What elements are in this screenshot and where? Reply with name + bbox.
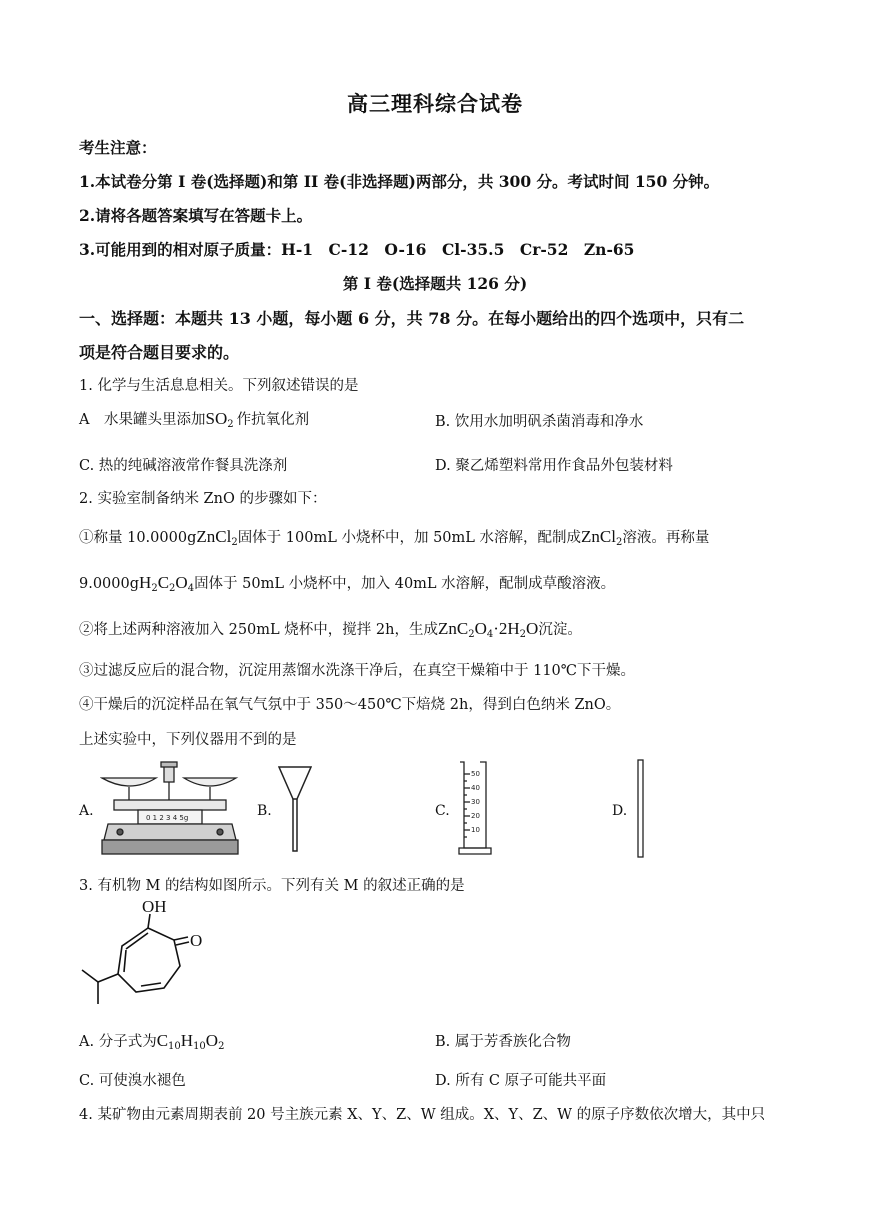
q2-step-1-cont [79,572,615,593]
q2-step-1-cont-a: 9.0000g [79,576,140,592]
q1-stem: 1. 化学与生活息息相关。下列叙述错误的是 [79,378,359,394]
cylinder-tick-30: 30 [471,798,480,806]
q2-step-1-cont-b: 固体于 50mL 小烧杯中，加入 40mL 水溶解，配制成草酸溶液。 [194,576,616,592]
q2-step-1-formula-2-sub: 2 [615,537,623,548]
q2-stem: 2. 实验室制备纳米 ZnO 的步骤如下： [79,491,327,507]
cylinder-tick-40: 40 [471,784,480,792]
q2-oxalic-h-sub: 2 [151,583,158,594]
q2-step-2-b: 沉淀。 [538,622,582,638]
q2-oxalic-c-sub: 2 [169,583,176,594]
q3-formula-h: H [180,1031,194,1050]
balance-scale-label: 0 1 2 3 4 5g [146,814,189,822]
q3-option-a [79,1030,224,1051]
q2-precip-4: O [526,619,539,638]
q2-precip-2: O [474,619,487,638]
q2-oxalic-o: O [175,573,188,592]
q2-label-c: C. [435,803,450,819]
q2-step-1 [79,526,709,547]
q3-formula-c-sub: 10 [168,1041,181,1052]
q2-step-1-formula-1: ZnCl [196,527,232,546]
q2-label-b: B. [257,803,272,819]
balance-image [100,760,240,860]
q1-option-a-formula: SO [205,409,228,428]
q1-option-c: C. 热的纯碱溶液常作餐具洗涤剂 [79,458,288,474]
q4-stem: 4. 某矿物由元素周期表前 20 号主族元素 X、Y、Z、W 组成。X、Y、Z、W 的原子序数依次增大，其中只 [79,1107,766,1123]
q2-step-2-a: ②将上述两种溶液加入 250mL 烧杯中，搅拌 2h，生成 [79,622,438,638]
q2-ask: 上述实验中，下列仪器用不到的是 [79,732,297,748]
q2-precip-3: ·2H [493,619,520,638]
graduated-cylinder-image [456,758,496,858]
q2-precip-2-sub: 4 [486,629,494,640]
q1-option-a-prefix: A 水果罐头里添加 [79,412,206,428]
q2-step-3: ③过滤反应后的混合物，沉淀用蒸馏水洗涤干净后，在真空干燥箱中于 110℃下干燥。 [79,663,636,679]
q3-formula-h-sub: 10 [193,1041,206,1052]
q2-precip-1-sub: 2 [468,629,475,640]
q2-precip-1: ZnC [437,619,469,638]
q2-oxalic-o-sub: 4 [187,583,195,594]
q2-label-d: D. [612,803,628,819]
glass-rod-image [634,758,648,860]
q1-option-d: D. 聚乙烯塑料常用作食品外包装材料 [435,458,673,474]
q1-option-a-suffix: 作抗氧化剂 [236,412,310,428]
exam-title: 高三理科综合试卷 [347,91,523,116]
q3-stem: 3. 有机物 M 的结构如图所示。下列有关 M 的叙述正确的是 [79,878,465,894]
q2-oxalic-h: H [139,573,152,592]
notice-heading: 考生注意： [79,138,157,157]
part-heading-line-2: 项是符合题目要求的。 [79,343,240,362]
funnel-image [278,765,312,855]
q3-option-d: D. 所有 C 原子可能共平面 [435,1073,607,1089]
q2-step-1-formula-1-sub: 2 [231,537,238,548]
q2-oxalic-c: C [157,573,170,592]
q3-option-a-prefix: A. 分子式为 [79,1034,157,1050]
q2-step-1-c: 溶液。再称量 [622,530,710,546]
section-title: 第 I 卷(选择题共 126 分) [342,274,528,293]
q3-formula-o: O [205,1031,219,1050]
q1-option-b: B. 饮用水加明矾杀菌消毒和净水 [435,414,644,430]
carbonyl-o-label: O [190,931,203,950]
q2-step-2 [79,618,582,639]
q1-option-a [79,408,309,429]
q2-step-1-a: ①称量 10.0000g [79,530,197,546]
q2-step-1-b: 固体于 100mL 小烧杯中，加 50mL 水溶解，配制成 [237,530,582,546]
q2-step-4: ④干燥后的沉淀样品在氧气气氛中于 350～450℃下焙烧 2h，得到白色纳米 ZnO。 [79,697,621,713]
notice-item-2: 2.请将各题答案填写在答题卡上。 [79,206,313,225]
notice-item-3: 3.可能用到的相对原子质量：H-1 C-12 O-16 Cl-35.5 Cr-52 Zn-65 [79,240,635,259]
molecule-m-structure [78,900,218,1012]
oh-label: OH [142,900,167,916]
q2-precip-3-sub: 2 [519,629,527,640]
q2-label-a: A. [79,803,94,819]
cylinder-tick-50: 50 [471,770,480,778]
notice-item-1: 1.本试卷分第 I 卷(选择题)和第 II 卷(非选择题)两部分，共 300 分。考试时间 150 分钟。 [79,172,720,191]
q3-option-b: B. 属于芳香族化合物 [435,1034,571,1050]
q3-formula-c: C [156,1031,169,1050]
q3-formula-o-sub: 2 [218,1041,225,1052]
q2-step-1-formula-2: ZnCl [581,527,616,546]
cylinder-tick-10: 10 [471,826,480,834]
part-heading-line-1: 一、选择题：本题共 13 小题，每小题 6 分，共 78 分。在每小题给出的四个选项中，只有二 [79,309,745,328]
cylinder-tick-20: 20 [471,812,480,820]
q1-option-a-sub: 2 [227,419,234,430]
q3-option-c: C. 可使溴水褪色 [79,1073,186,1089]
